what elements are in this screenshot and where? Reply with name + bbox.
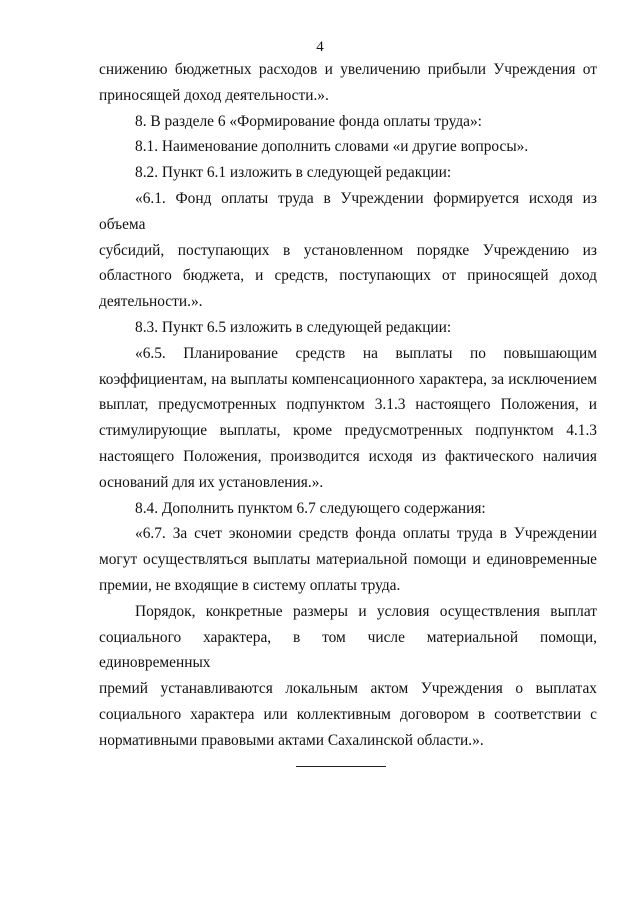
document-body [99, 57, 597, 754]
text-line: 8.3. Пункт 6.5 изложить в следующей редакции: [135, 318, 452, 336]
paragraph-continuation [99, 57, 597, 109]
text-line: приносящей доход деятельности.». [99, 86, 329, 104]
text-line: нормативными правовыми актами Сахалинской области.». [99, 731, 484, 749]
text-line: субсидий, поступающих в установленном порядке Учреждению из [99, 241, 597, 259]
text-line: выплат, предусмотренных подпунктом 3.1.3 настоящего Положения, и [99, 396, 597, 414]
text-line: социального характера, в том числе материальной помощи, единовременных [99, 628, 597, 672]
text-line: коэффициентам, на выплаты компенсационного характера, за исключением [99, 370, 597, 388]
page-number: 4 [316, 39, 324, 55]
text-line: 8. В разделе 6 «Формирование фонда оплаты труда»: [135, 112, 482, 130]
paragraph-item-8-2 [99, 160, 597, 186]
paragraph-item-8 [99, 109, 597, 135]
text-line: Порядок, конкретные размеры и условия осуществления выплат [135, 602, 597, 620]
paragraph-clause-6-7 [99, 521, 597, 598]
text-line: снижению бюджетных расходов и увеличению прибыли Учреждения от [99, 61, 597, 78]
text-line: 8.1. Наименование дополнить словами «и другие вопросы». [135, 138, 529, 156]
paragraph-item-8-3 [99, 315, 597, 341]
text-line: оснований для их установления.». [99, 473, 324, 491]
text-line: социального характера или коллективным договором в соответствии с [99, 705, 597, 723]
paragraph-item-8-4 [99, 496, 597, 522]
text-line: областного бюджета, и средств, поступающих от приносящей доход [99, 267, 597, 285]
text-line: «6.7. За счет экономии средств фонда оплаты труда в Учреждении [135, 525, 597, 543]
text-line: 8.4. Дополнить пунктом 6.7 следующего содержания: [135, 499, 486, 517]
text-line: «6.5. Планирование средств на выплаты по повышающим [135, 344, 597, 362]
text-line: 8.2. Пункт 6.1 изложить в следующей редакции: [135, 164, 452, 182]
end-separator-line [296, 766, 386, 767]
text-line: «6.1. Фонд оплаты труда в Учреждении формируется исходя из объема [99, 189, 597, 233]
paragraph-item-8-1 [99, 134, 597, 160]
paragraph-clause-6-5 [99, 341, 597, 496]
text-line: деятельности.». [99, 293, 203, 311]
paragraph-social-payments [99, 599, 597, 754]
text-line: стимулирующие выплаты, кроме предусмотренных подпунктом 4.1.3 [99, 422, 597, 440]
text-line: премии, не входящие в систему оплаты труда. [99, 576, 401, 594]
text-line: премий устанавливаются локальным актом Учреждения о выплатах [99, 680, 597, 698]
text-line: настоящего Положения, производится исходя из фактического наличия [99, 447, 597, 465]
paragraph-clause-6-1 [99, 186, 597, 315]
text-line: могут осуществляться выплаты материальной помощи и единовременные [99, 551, 597, 569]
